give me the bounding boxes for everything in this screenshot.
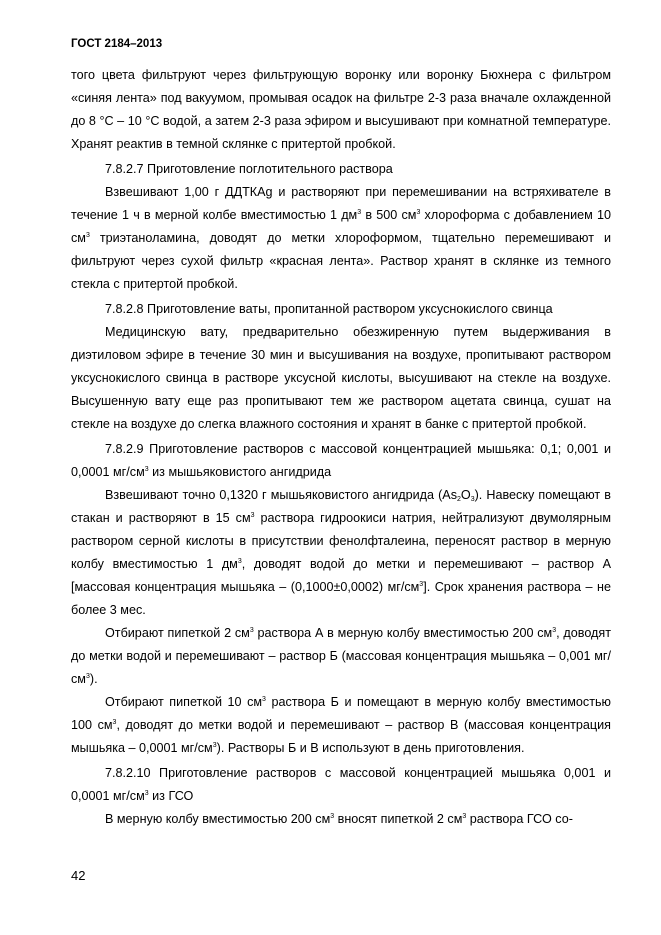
- document-body: [71, 64, 611, 831]
- paragraph: Отбирают пипеткой 10 $см^3$ раствора Б и помещают в мерную колбу вместимостью 100 $см^3$, доводят до метки водой и перемешивают – раствор В (массовая концентрация мышьяка – 0,0001 $мг/см^3$). Растворы Б и В используют в день приготовления.: [71, 695, 611, 755]
- document-header: ГОСТ 2184–2013: [71, 38, 163, 50]
- paragraph: Медицинскую вату, предварительно обезжиренную путем выдерживания в диэтиловом эфире в течение 30 мин и высушивания на воздухе, пропитывают раствором уксуснокислого свинца в растворе уксусной кислоты, высушивают на стекле на воздухе. Высушенную вату еще раз пропитывают тем же раствором ацетата свинца, сушат на стекле на воздухе до слегка влажного состояния и хранят в банке с притертой пробкой.: [71, 325, 611, 431]
- section-heading: 7.8.2.10 Приготовление растворов с массовой концентрацией мышьяка 0,001 и 0,0001 $мг/см^3$ из ГСО: [71, 766, 611, 803]
- paragraph: Взвешивают 1,00 г ДДТКАg и растворяют при перемешивании на встряхивателе в течение 1 ч в мерной колбе вместимостью 1 $дм^3$ в 500 $см^3$ хлороформа с добавлением 10 $см^3$ триэтаноламина, доводят до метки хлороформом, тщательно перемешивают и фильтруют через сухой фильтр «красная лента». Раствор хранят в склянке из темного стекла с притертой пробкой.: [71, 185, 612, 291]
- paragraph: того цвета фильтруют через фильтрующую воронку или воронку Бюхнера с фильтром «синяя лента» под вакуумом, промывая осадок на фильтре 2-3 раза вначале охлажденной до 8 °С – 10 °С водой, а затем 2-3 раза эфиром и высушивают при комнатной температуре. Хранят реактив в темной склянке с притертой пробкой.: [71, 68, 611, 151]
- paragraph: Отбирают пипеткой 2 $см^3$ раствора А в мерную колбу вместимостью 200 $см^3$, доводят до метки водой и перемешивают – раствор Б (массовая концентрация мышьяка – 0,001 $мг/см^3$).: [71, 626, 611, 686]
- page-number: 42: [71, 868, 86, 883]
- section-heading: 7.8.2.9 Приготовление растворов с массовой концентрацией мышьяка: 0,1; 0,001 и 0,0001 $мг/см^3$ из мышьяковистого ангидрида: [71, 442, 611, 479]
- section-heading: 7.8.2.8 Приготовление ваты, пропитанной раствором уксуснокислого свинца: [105, 302, 553, 316]
- paragraph: Взвешивают точно 0,1320 г мышьяковистого ангидрида $(As_2O_3)$. Навеску помещают в стакан и растворяют в 15 $см^3$ раствора гидроокиси натрия, нейтрализуют двумолярным раствором серной кислоты в присутствии фенолфталеина, переносят раствор в мерную колбу вместимостью 1 $дм^3$, доводят водой до метки и перемешивают – раствор А [массовая концентрация мышьяка – (0,1000±0,0002) $мг/см^3$]. Срок хранения раствора – не более 3 мес.: [71, 488, 611, 617]
- section-heading: 7.8.2.7 Приготовление поглотительного раствора: [105, 162, 393, 176]
- paragraph: В мерную колбу вместимостью 200 $см^3$ вносят пипеткой 2 $см^3$ раствора ГСО со-: [105, 812, 573, 826]
